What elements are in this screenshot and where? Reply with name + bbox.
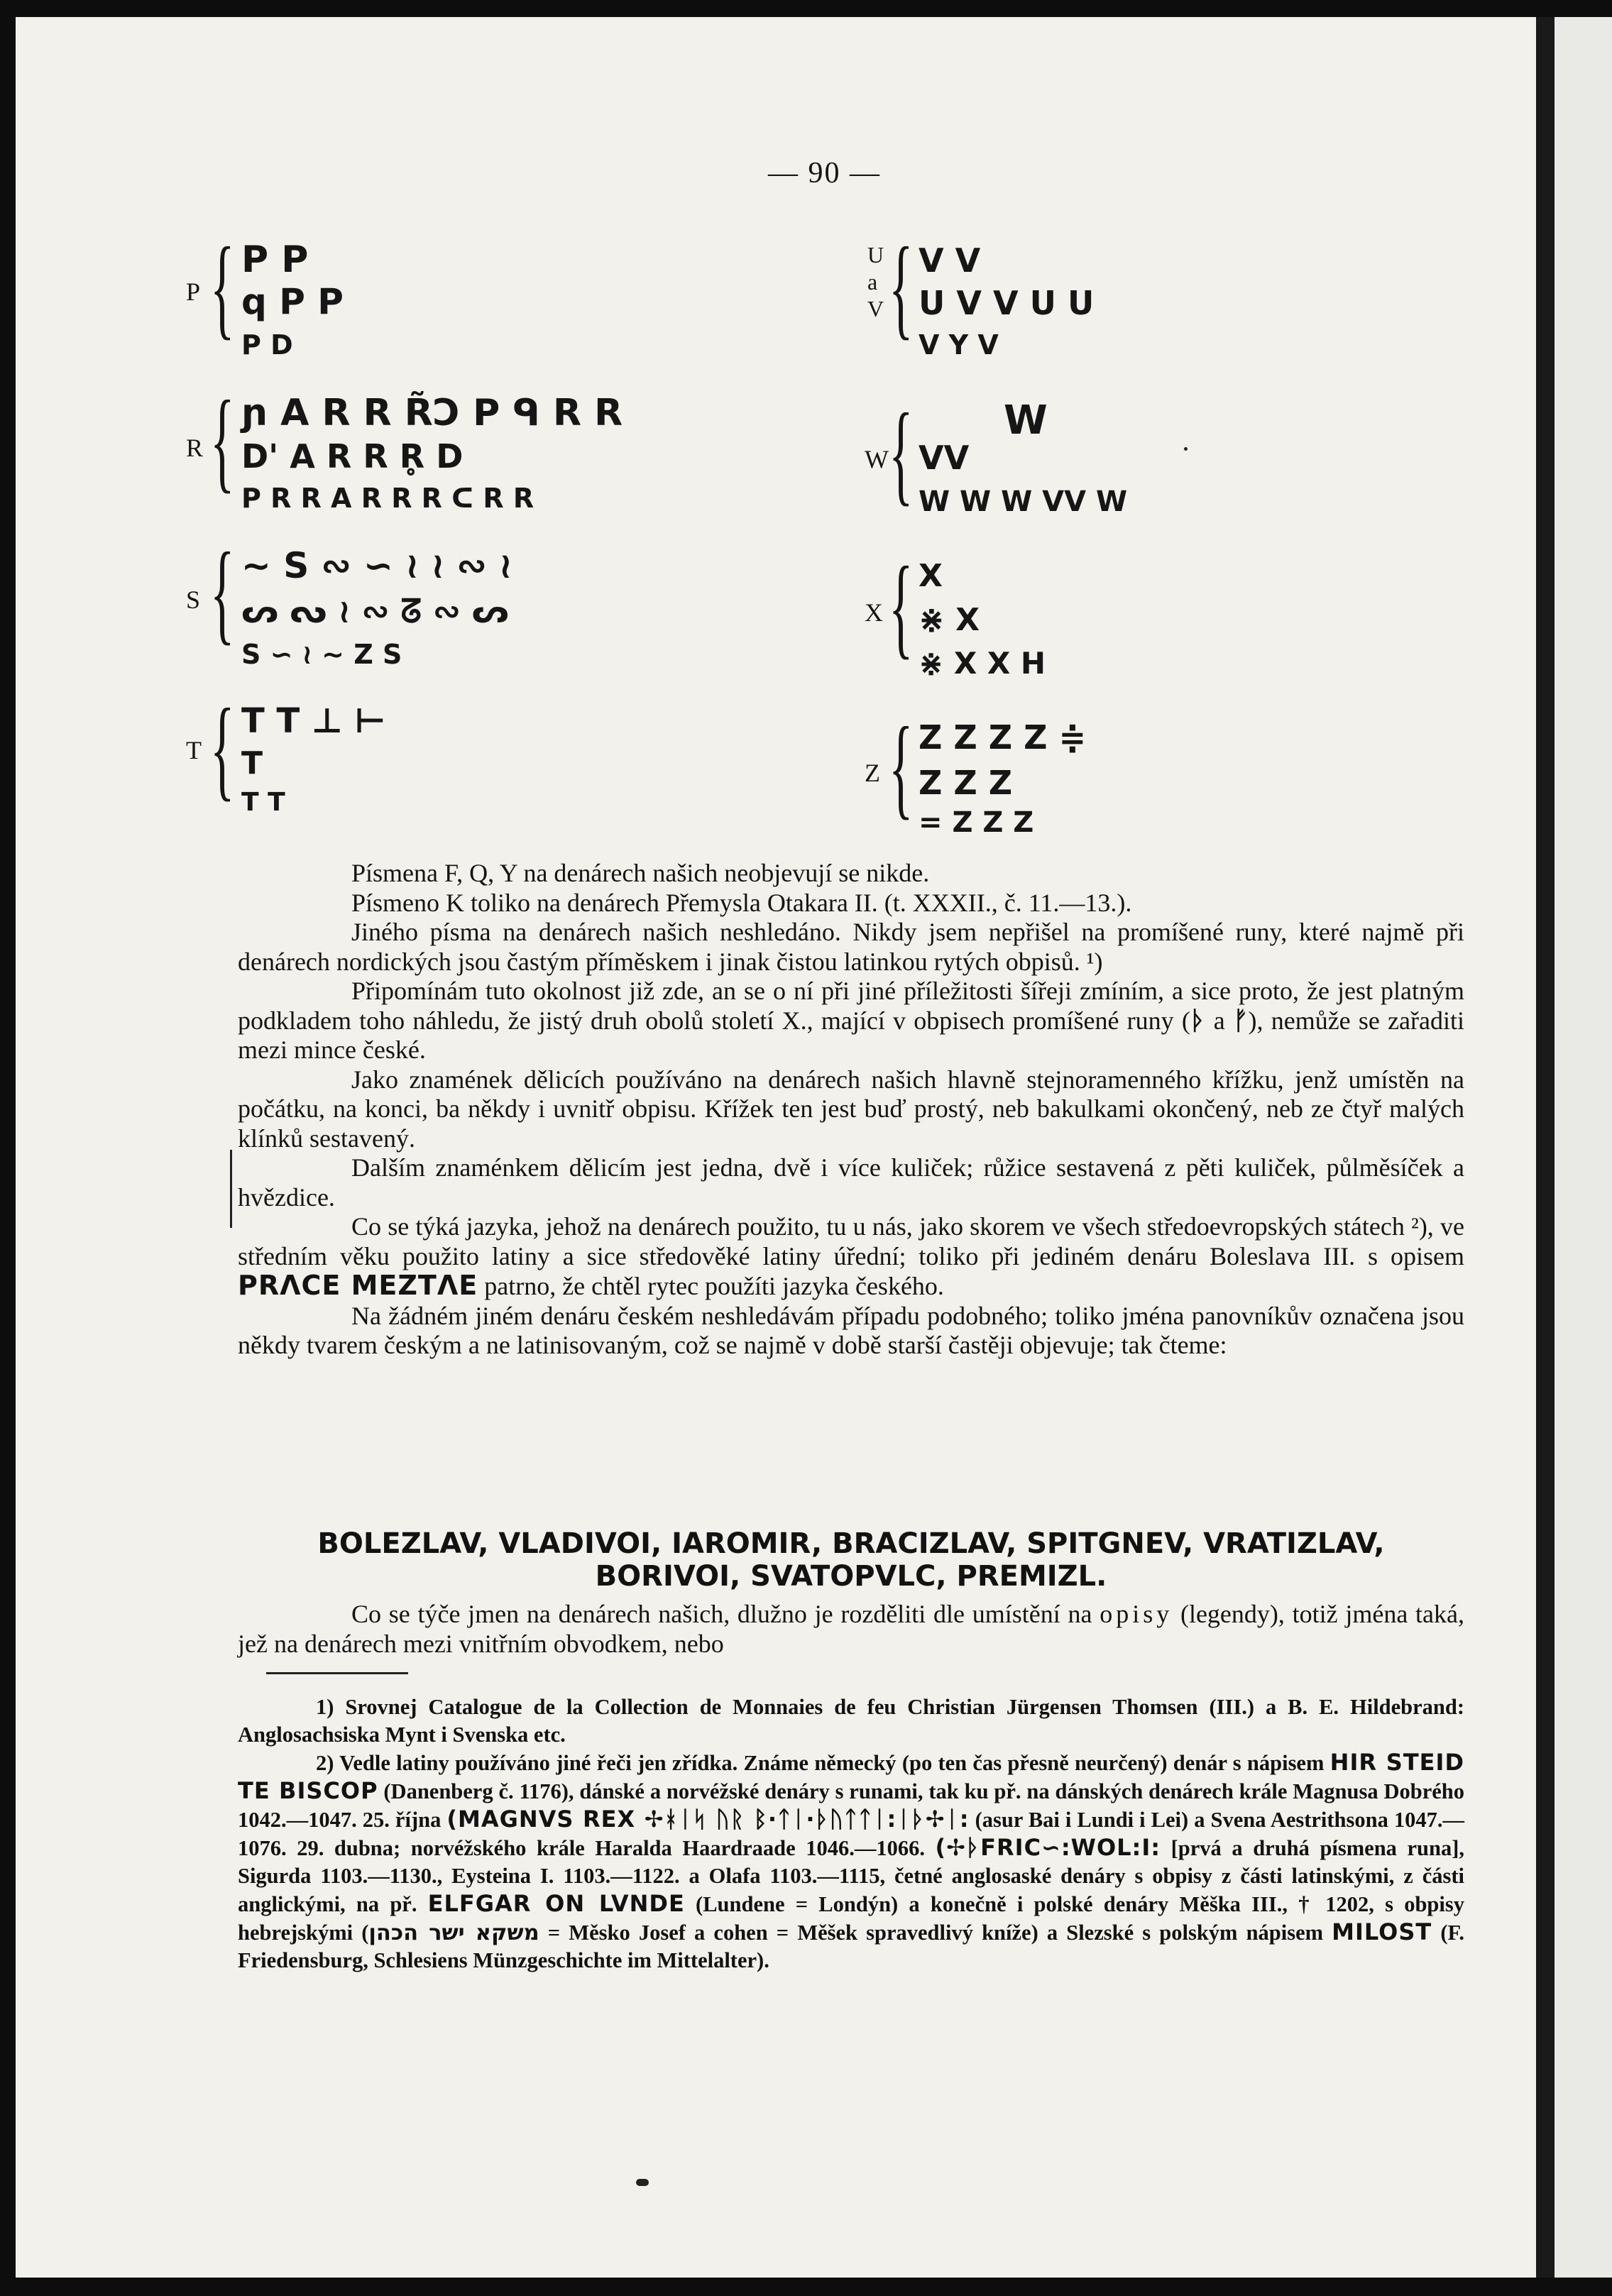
inscription-prace-meztae: PRΛCE MEZTΛE: [238, 1270, 478, 1301]
letter-r-row2: D' A R R R̥ D: [241, 437, 464, 476]
letter-z-row2: Z Z Z: [919, 764, 1013, 802]
adjacent-page-edge: [1555, 17, 1612, 2278]
letter-s-row1: ∼ S ∾ ∽ ≀ ≀ ∾ ≀: [241, 545, 512, 586]
paragraph: [238, 1600, 1464, 1659]
inscription-elfgar: ELFGAR ON LVNDE: [427, 1890, 685, 1917]
letter-uv-row2: U V V U U: [919, 284, 1095, 322]
paragraph: Písmena F, Q, Y na denárech našich neobjevují se nikde.: [351, 859, 930, 887]
letter-label-x: X: [865, 598, 883, 627]
letter-z-row3: = Z Z Z: [919, 806, 1034, 839]
letter-label-z: Z: [865, 759, 880, 787]
letter-p-row3: P D: [241, 329, 293, 361]
text-run: (asur Bai i Lundi i Lei) a Svena Aestrithsona 1047.—1076. 29. dubna; norvéžského krále Haralda Haardraade 1046.—1066.: [238, 1808, 1465, 1860]
ruler-names-line1: BOLEZLAV, VLADIVOI, IAROMIR, BRACIZLAV, SPITGNEV, VRATIZLAV,: [317, 1527, 1385, 1560]
text-run: (Danenberg č. 1176), dánské a norvéžské denáry s runami, tak ku př. na dánských denárech krále Magnusa Dobrého 1042.—1047. 25. října: [238, 1779, 1464, 1832]
text-run: ), nemůže se zařaditi mezi mince české.: [238, 1006, 1465, 1064]
letter-s-row3: S ∽ ≀ ∼ Z S: [241, 639, 402, 670]
letter-label-r: R: [186, 434, 204, 462]
inscription-hir-steid: HIR STEID TE BISCOP: [238, 1749, 1465, 1804]
letter-uv-row3: V Y V: [919, 329, 999, 361]
brace-r: {: [210, 377, 235, 503]
letter-r-row1: ɲ A R R R̃Ↄ P ᑫ R R: [241, 392, 623, 434]
letter-x-row1: X: [919, 558, 943, 594]
brace-x: {: [889, 543, 914, 669]
paragraph: Jiného písma na denárech našich neshledáno. Nikdy jsem nepřišel na promíšené runy, které najmě při denárech nordických jsou častým příměskem i jinak čistou latinkou rytých obpisů. ¹): [238, 918, 1464, 976]
hebrew-inscription: משקא ישר הכהן: [368, 1921, 539, 1945]
text-run: 2) Vedle latiny používáno jiné řeči jen zřídka. Známe německý (po ten čas přesně neurčený) denár s nápisem: [316, 1751, 1330, 1775]
letter-uv-row1: V V: [919, 241, 981, 280]
text-run: (F. Friedensburg, Schlesiens Münzgeschichte im Mittelalter).: [238, 1921, 1464, 1972]
letter-label-w: W: [865, 445, 889, 473]
letter-r-row3: P R R A R R R ᑕ R R: [241, 483, 534, 514]
paragraph: Jako znamének dělicích používáno na denárech našich hlavně stejnoramenného křížku, jenž umístěn na počátku, na konci, ba někdy i uvnitř obpisu. Křížek ten jest buď prostý, neb bakulkami okončený, neb ze čtyř malých klínků sestavený.: [238, 1065, 1464, 1153]
brace-w: {: [889, 390, 914, 516]
brace-s: {: [210, 529, 235, 655]
footnote-2: [238, 1749, 1464, 1974]
text-run: Co se týče jmen na denárech našich, dlužno je rozděliti dle umístění na: [351, 1600, 1100, 1628]
ruler-names-line2: BORIVOI, SVATOPVLC, PREMIZL.: [595, 1560, 1107, 1593]
footnote-1: 1) Srovnej Catalogue de la Collection de Monnaies de feu Christian Jürgensen Thomsen (III.) a B. E. Hildebrand: Anglosachsiska Mynt i Svenska etc.: [238, 1695, 1464, 1747]
letter-x-row3: ⋇ X X H: [919, 646, 1046, 681]
scan-edge: [1536, 17, 1555, 2278]
spaced-word: opisy: [1100, 1600, 1173, 1628]
brace-p: {: [210, 224, 235, 350]
letter-label-uv: U a V: [867, 242, 884, 322]
rune-glyph: ᚦ: [1190, 1006, 1206, 1035]
letter-p-row2: q P P: [241, 281, 344, 322]
page-number: — 90 —: [768, 157, 881, 189]
ruler-names: [238, 1527, 1464, 1593]
ink-speck: [1184, 447, 1188, 451]
paragraph: Dalším znaménkem dělicím jest jedna, dvě i více kuliček; růžice sestavená z pěti kuliček, půlměsíček a hvězdice.: [238, 1153, 1464, 1212]
letter-w-row3: W W W VV W: [919, 485, 1128, 518]
paragraph: Na žádném jiném denáru českém neshledávám případu podobného; toliko jména panovníkův označena jsou někdy tvarem českým a ne latinisovaným, což se najmě v době starší častěji objevuje; tak čteme:: [238, 1301, 1464, 1359]
letter-x-row2: ⋇ X: [919, 602, 980, 638]
text-run: a: [1205, 1006, 1233, 1035]
brace-t: {: [210, 685, 235, 811]
letter-label-s: S: [186, 586, 201, 614]
paragraph: Písmeno K toliko na denárech Přemysla Otakara II. (t. XXXII., č. 11.—13.).: [351, 888, 1132, 917]
document-page: [16, 17, 1536, 2278]
letter-t-row2: T: [241, 745, 263, 781]
ink-speck: [636, 2179, 649, 2186]
margin-mark: [230, 1150, 232, 1228]
inscription-haralda: (✢ᚦFRIC∽:WOL:I:: [935, 1834, 1161, 1861]
letter-p-row1: P P: [241, 238, 309, 281]
text-run: (Lundene = Londýn) a konečně i polské denáry Měška III., † 1202, s obpisy hebrejskými (: [238, 1892, 1464, 1945]
letter-t-row3: T T: [241, 788, 285, 817]
body-text-continued: [238, 1600, 1464, 1659]
paragraph: [238, 977, 1464, 1065]
letter-label-t: T: [186, 736, 202, 764]
paragraph: [238, 1212, 1464, 1302]
brace-uv: {: [889, 224, 914, 350]
footnotes: [238, 1693, 1464, 1974]
text-run: patrno, že chtěl rytec použíti jazyka českého.: [478, 1272, 944, 1300]
text-run: [prvá a druhá písmena runa], Sigurda 1103.—1130., Eysteina I. 1103.—1122. a Olafa 1103.—1115, četné anglosaské denáry s obpisy z části latinskými, z části anglickými, na př.: [238, 1836, 1464, 1916]
letter-w-row2: VV: [919, 439, 970, 477]
letter-w-row1: W: [1004, 397, 1048, 444]
inscription-milost: MILOST: [1332, 1918, 1432, 1945]
footnote-rule: [266, 1672, 408, 1674]
text-run: = Měsko Josef a cohen = Měšek spravedlivý kníže) a Slezské s polským nápisem: [539, 1921, 1332, 1945]
text-run: (legendy), totiž jména taká, jež na denárech mezi vnitřním obvodkem, nebo: [238, 1600, 1464, 1658]
text-run: Co se týká jazyka, jehož na denárech použito, tu u nás, jako skorem ve všech středoevropských státech ²), ve středním věku použito latiny a sice středověké latiny úřední; toliko při jediném denáru Boleslava III. s opisem: [238, 1212, 1464, 1270]
text-run: Připomínám tuto okolnost již zde, an se o ní při jiné příležitosti šířeji zmíním, a sice proto, že jest platným podkladem toho náhledu, že jistý druh obolů století X., mající v obpisech promíšené runy (: [238, 977, 1464, 1035]
brace-z: {: [889, 703, 914, 830]
rune-glyph: ᚠ: [1232, 1006, 1249, 1035]
letter-z-row1: Z Z Z Z ≑: [919, 718, 1087, 757]
inscription-magnus: (MAGNVS REX ✢ᚼᛁᛋ ᚢᚱ ᛒ·ᛏᛁ·ᚦᚢᛏᛏᛁ:ᛁᚦ✢ᛁ:: [446, 1806, 970, 1833]
letter-s-row2: ᔕ ᔓ ≀ ∾ ᘔ ∾ ᔕ: [241, 592, 509, 630]
letter-label-p: P: [186, 278, 201, 306]
body-text: [238, 859, 1464, 1361]
letter-t-row1: T T ⊥ ⊢: [241, 701, 386, 741]
